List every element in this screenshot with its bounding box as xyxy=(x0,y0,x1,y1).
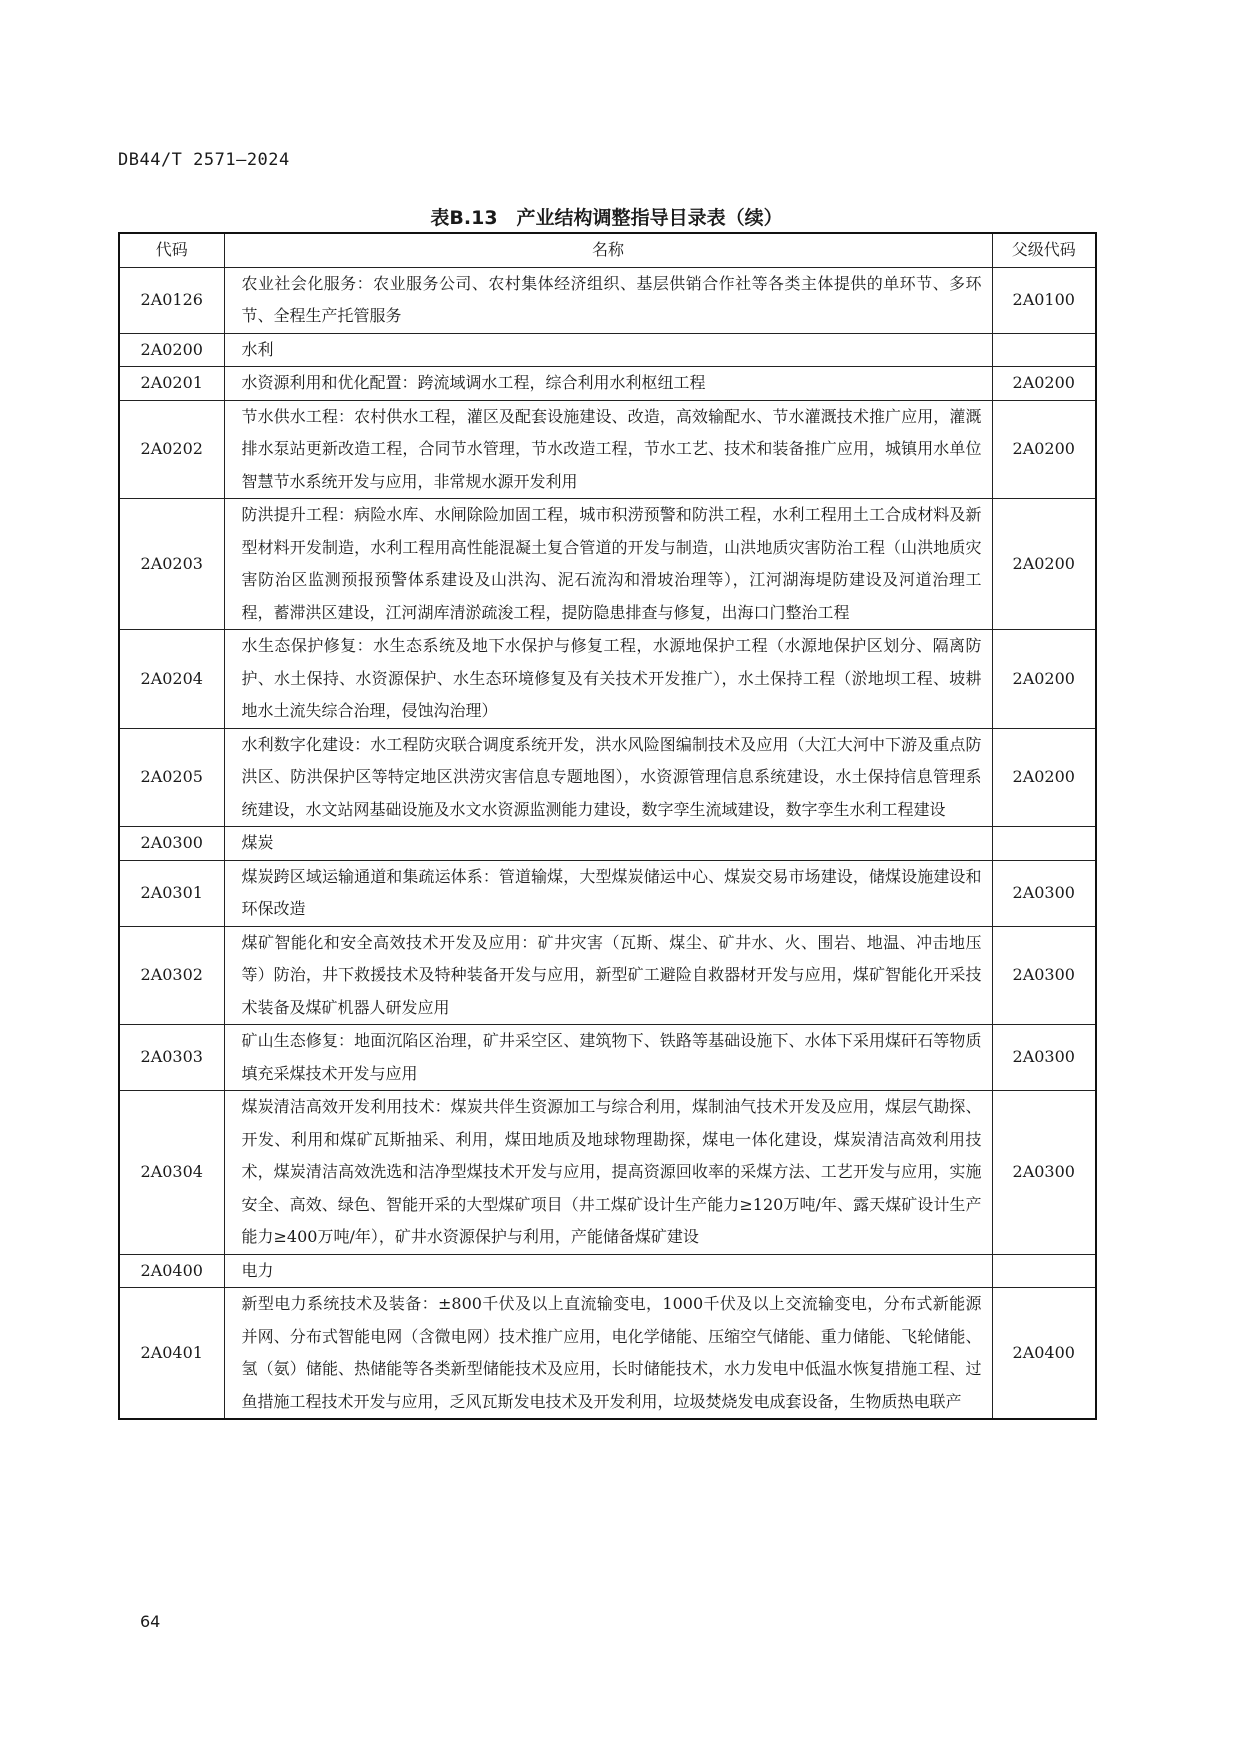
column-header-name: 名称 xyxy=(224,233,992,267)
table-row xyxy=(119,499,1096,630)
row-name: 农业社会化服务：农业服务公司、农村集体经济组织、基层供销合作社等各类主体提供的单环节、多环节、全程生产托管服务 xyxy=(224,267,992,333)
row-parent-code: 2A0200 xyxy=(992,400,1096,499)
row-parent-code xyxy=(992,827,1096,861)
table-row xyxy=(119,1091,1096,1255)
row-code: 2A0300 xyxy=(119,827,224,861)
table-row xyxy=(119,630,1096,729)
row-name: 电力 xyxy=(224,1254,992,1288)
row-code: 2A0201 xyxy=(119,367,224,401)
row-code: 2A0205 xyxy=(119,728,224,827)
row-parent-code: 2A0300 xyxy=(992,1091,1096,1255)
row-parent-code: 2A0100 xyxy=(992,267,1096,333)
row-name: 煤炭跨区域运输通道和集疏运体系：管道输煤，大型煤炭储运中心、煤炭交易市场建设，储煤设施建设和环保改造 xyxy=(224,860,992,926)
row-name: 水生态保护修复：水生态系统及地下水保护与修复工程，水源地保护工程（水源地保护区划分、隔离防护、水土保持、水资源保护、水生态环境修复及有关技术开发推广），水土保持工程（淤地坝工程、坡耕地水土流失综合治理，侵蚀沟治理） xyxy=(224,630,992,729)
row-parent-code: 2A0200 xyxy=(992,728,1096,827)
row-name: 煤炭清洁高效开发利用技术：煤炭共伴生资源加工与综合利用，煤制油气技术开发及应用，煤层气勘探、开发、利用和煤矿瓦斯抽采、利用，煤田地质及地球物理勘探，煤电一体化建设，煤炭清洁高效利用技术，煤炭清洁高效洗选和洁净型煤技术开发与应用，提高资源回收率的采煤方法、工艺开发与应用，实施安全、高效、绿色、智能开采的大型煤矿项目（井工煤矿设计生产能力≥120万吨/年、露天煤矿设计生产能力≥400万吨/年），矿井水资源保护与利用，产能储备煤矿建设 xyxy=(224,1091,992,1255)
table-row xyxy=(119,926,1096,1025)
row-parent-code: 2A0300 xyxy=(992,926,1096,1025)
row-name: 防洪提升工程：病险水库、水闸除险加固工程，城市积涝预警和防洪工程，水利工程用土工合成材料及新型材料开发制造，水利工程用高性能混凝土复合管道的开发与制造，山洪地质灾害防治工程（山洪地质灾害防治区监测预报预警体系建设及山洪沟、泥石流沟和滑坡治理等），江河湖海堤防建设及河道治理工程，蓄滞洪区建设，江河湖库清淤疏浚工程，提防隐患排查与修复，出海口门整治工程 xyxy=(224,499,992,630)
row-parent-code xyxy=(992,1254,1096,1288)
row-name: 煤炭 xyxy=(224,827,992,861)
row-name: 矿山生态修复：地面沉陷区治理，矿井采空区、建筑物下、铁路等基础设施下、水体下采用煤矸石等物质填充采煤技术开发与应用 xyxy=(224,1025,992,1091)
row-code: 2A0202 xyxy=(119,400,224,499)
row-name: 水资源利用和优化配置：跨流域调水工程，综合利用水利枢纽工程 xyxy=(224,367,992,401)
row-parent-code: 2A0200 xyxy=(992,499,1096,630)
row-parent-code: 2A0400 xyxy=(992,1288,1096,1420)
table-row xyxy=(119,267,1096,333)
row-code: 2A0200 xyxy=(119,333,224,367)
table-title: 表B.13 产业结构调整指导目录表（续） xyxy=(430,207,783,229)
row-code: 2A0126 xyxy=(119,267,224,333)
row-parent-code: 2A0200 xyxy=(992,367,1096,401)
industry-catalog-table xyxy=(118,232,1097,1420)
table-row xyxy=(119,1288,1096,1420)
document-standard-number: DB44/T 2571—2024 xyxy=(118,150,290,170)
row-parent-code: 2A0300 xyxy=(992,1025,1096,1091)
table-header-row xyxy=(119,233,1096,267)
row-code: 2A0303 xyxy=(119,1025,224,1091)
row-code: 2A0203 xyxy=(119,499,224,630)
row-name: 煤矿智能化和安全高效技术开发及应用：矿井灾害（瓦斯、煤尘、矿井水、火、围岩、地温、冲击地压等）防治，井下救援技术及特种装备开发与应用，新型矿工避险自救器材开发与应用，煤矿智能化开采技术装备及煤矿机器人研发应用 xyxy=(224,926,992,1025)
table-row xyxy=(119,1254,1096,1288)
table-row xyxy=(119,827,1096,861)
row-name: 水利 xyxy=(224,333,992,367)
row-parent-code xyxy=(992,333,1096,367)
row-code: 2A0401 xyxy=(119,1288,224,1420)
row-code: 2A0304 xyxy=(119,1091,224,1255)
row-code: 2A0400 xyxy=(119,1254,224,1288)
row-code: 2A0301 xyxy=(119,860,224,926)
table-row xyxy=(119,1025,1096,1091)
table-row xyxy=(119,728,1096,827)
table-row xyxy=(119,367,1096,401)
row-code: 2A0204 xyxy=(119,630,224,729)
row-name: 新型电力系统技术及装备：±800千伏及以上直流输变电，1000千伏及以上交流输变电，分布式新能源并网、分布式智能电网（含微电网）技术推广应用，电化学储能、压缩空气储能、重力储能、飞轮储能、氢（氨）储能、热储能等各类新型储能技术及应用，长时储能技术，水力发电中低温水恢复措施工程、过鱼措施工程技术开发与应用，乏风瓦斯发电技术及开发利用，垃圾焚烧发电成套设备，生物质热电联产 xyxy=(224,1288,992,1420)
row-name: 节水供水工程：农村供水工程，灌区及配套设施建设、改造，高效输配水、节水灌溉技术推广应用，灌溉排水泵站更新改造工程，合同节水管理，节水改造工程，节水工艺、技术和装备推广应用，城镇用水单位智慧节水系统开发与应用，非常规水源开发利用 xyxy=(224,400,992,499)
row-parent-code: 2A0300 xyxy=(992,860,1096,926)
column-header-parent-code: 父级代码 xyxy=(992,233,1096,267)
column-header-code: 代码 xyxy=(119,233,224,267)
table-row xyxy=(119,860,1096,926)
table-row xyxy=(119,333,1096,367)
table-row xyxy=(119,400,1096,499)
page-number: 64 xyxy=(140,1612,161,1631)
row-parent-code: 2A0200 xyxy=(992,630,1096,729)
row-code: 2A0302 xyxy=(119,926,224,1025)
row-name: 水利数字化建设：水工程防灾联合调度系统开发，洪水风险图编制技术及应用（大江大河中下游及重点防洪区、防洪保护区等特定地区洪涝灾害信息专题地图），水资源管理信息系统建设，水土保持信息管理系统建设，水文站网基础设施及水文水资源监测能力建设，数字孪生流域建设，数字孪生水利工程建设 xyxy=(224,728,992,827)
